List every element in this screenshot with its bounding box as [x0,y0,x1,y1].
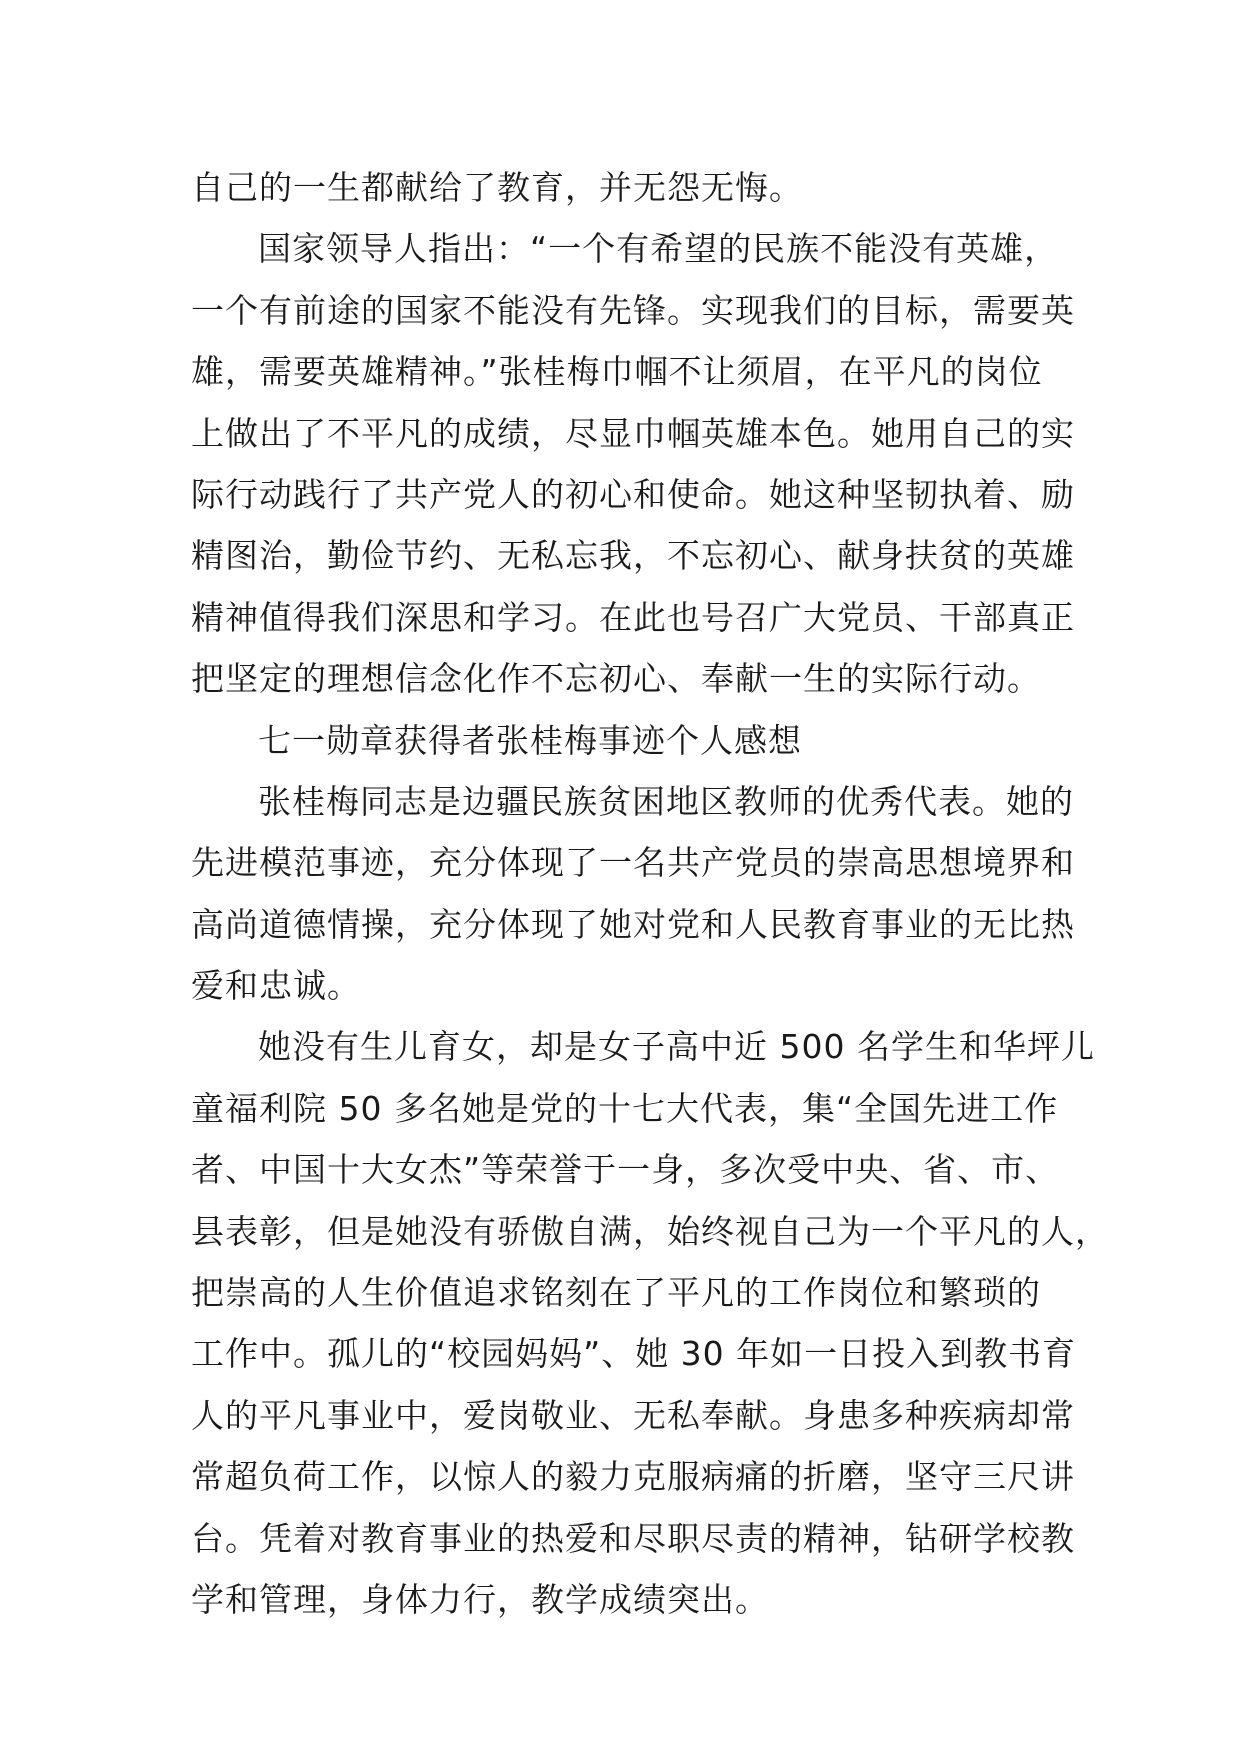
section-heading: 七一勋章获得者张桂梅事迹个人感想 [258,720,802,760]
text-line: 台。凭着对教育事业的热爱和尽职尽责的精神，钻研学校教 [191,1518,1075,1558]
document-body [191,157,1109,1630]
text-line: 先进模范事迹，充分体现了一名共产党员的崇高思想境界和 [191,843,1075,883]
text-line: 爱和忠诚。 [191,966,361,1006]
text-line: 张桂梅同志是边疆民族贫困地区教师的优秀代表。她的 [258,781,1074,821]
text-line: 高尚道德情操，充分体现了她对党和人民教育事业的无比热 [191,904,1075,944]
text-line: 工作中。孤儿的“校园妈妈”、她 30 年如一日投入到教书育 [191,1334,1077,1374]
text-line: 县表彰，但是她没有骄傲自满，始终视自己为一个平凡的人， [191,1211,1109,1251]
text-line: 学和管理，身体力行，教学成绩突出。 [191,1579,769,1619]
text-line: 际行动践行了共产党人的初心和使命。她这种坚韧执着、励 [191,474,1075,514]
text-line: 常超负荷工作，以惊人的毅力克服病痛的折磨，坚守三尺讲 [191,1457,1075,1497]
text-line: 精图治，勤俭节约、无私忘我，不忘初心、献身扶贫的英雄 [191,536,1075,576]
text-line: 把坚定的理想信念化作不忘初心、奉献一生的实际行动。 [191,659,1041,699]
text-line: 者、中国十大女杰”等荣誉于一身，多次受中央、省、市、 [191,1150,1060,1190]
text-line: 人的平凡事业中，爱岗敬业、无私奉献。身患多种疾病却常 [191,1395,1075,1435]
text-line: 国家领导人指出：“一个有希望的民族不能没有英雄， [258,229,1059,269]
text-line: 她没有生儿育女，却是女子高中近 500 名学生和华坪儿 [258,1027,1095,1067]
text-line: 一个有前途的国家不能没有先锋。实现我们的目标，需要英 [191,290,1075,330]
text-line: 自己的一生都献给了教育，并无怨无悔。 [191,168,803,207]
text-line: 雄，需要英雄精神。”张桂梅巾帼不让须眉，在平凡的岗位 [191,352,1043,392]
text-line: 把崇高的人生价值追求铭刻在了平凡的工作岗位和繁琐的 [191,1273,1041,1313]
text-line: 精神值得我们深思和学习。在此也号召广大党员、干部真正 [191,597,1075,637]
text-line: 童福利院 50 多名她是党的十七大代表，集“全国先进工作 [191,1088,1059,1128]
text-line: 上做出了不平凡的成绩，尽显巾帼英雄本色。她用自己的实 [191,413,1075,453]
